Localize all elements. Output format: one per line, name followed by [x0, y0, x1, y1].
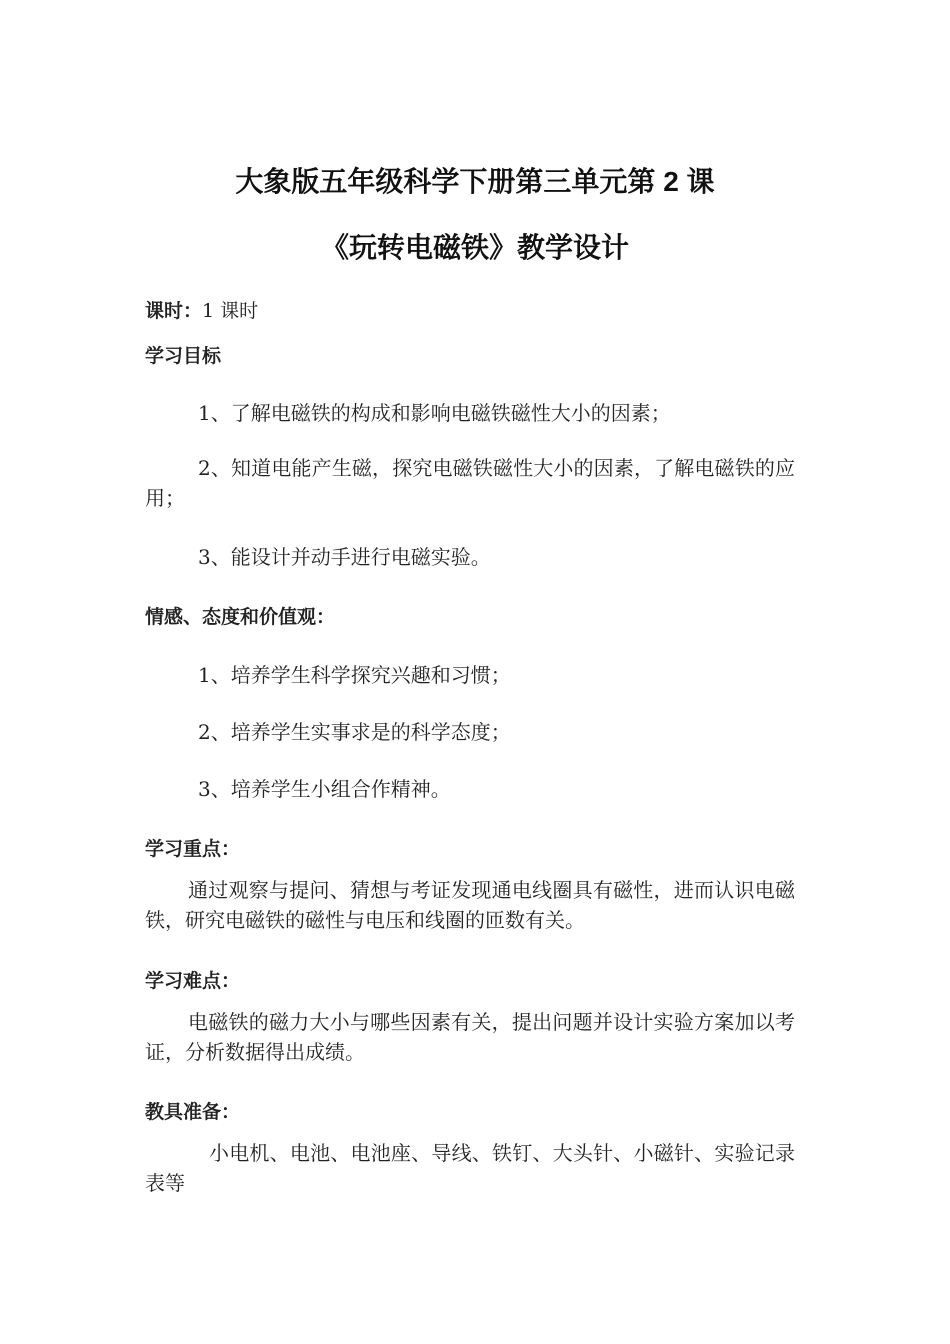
- difficulties-heading: 学习难点：: [145, 970, 241, 992]
- document-title-line2: 《玩转电磁铁》教学设计: [320, 232, 629, 263]
- document-title-line1: 大象版五年级科学下册第三单元第 2 课: [235, 166, 715, 197]
- learning-goal-item: 1、了解电磁铁的构成和影响电磁铁磁性大小的因素；: [198, 401, 671, 425]
- emotions-item: 1、培养学生科学探究兴趣和习惯；: [198, 663, 511, 687]
- emotions-heading: 情感、态度和价值观：: [145, 606, 336, 628]
- emotions-item: 2、培养学生实事求是的科学态度；: [198, 720, 511, 744]
- learning-goals-heading: 学习目标: [145, 345, 222, 367]
- materials-heading: 教具准备：: [145, 1101, 241, 1123]
- learning-goal-item: 2、知道电能产生磁，探究电磁铁磁性大小的因素，了解电磁铁的应用；: [145, 456, 795, 510]
- class-hours-label: 课时：: [145, 300, 203, 322]
- materials-text: 小电机、电池、电池座、导线、铁钉、大头针、小磁针、实验记录表等: [145, 1141, 795, 1195]
- key-points-heading: 学习重点：: [145, 838, 241, 860]
- emotions-item: 3、培养学生小组合作精神。: [198, 777, 451, 801]
- class-hours-row: [145, 296, 258, 323]
- difficulties-text: 电磁铁的磁力大小与哪些因素有关，提出问题并设计实验方案加以考证，分析数据得出成绩。: [145, 1010, 795, 1064]
- key-points-text: 通过观察与提问、猜想与考证发现通电线圈具有磁性，进而认识电磁铁，研究电磁铁的磁性与电压和线圈的匝数有关。: [145, 878, 795, 932]
- class-hours-value: 1 课时: [202, 300, 259, 322]
- learning-goal-item: 3、能设计并动手进行电磁实验。: [198, 545, 491, 569]
